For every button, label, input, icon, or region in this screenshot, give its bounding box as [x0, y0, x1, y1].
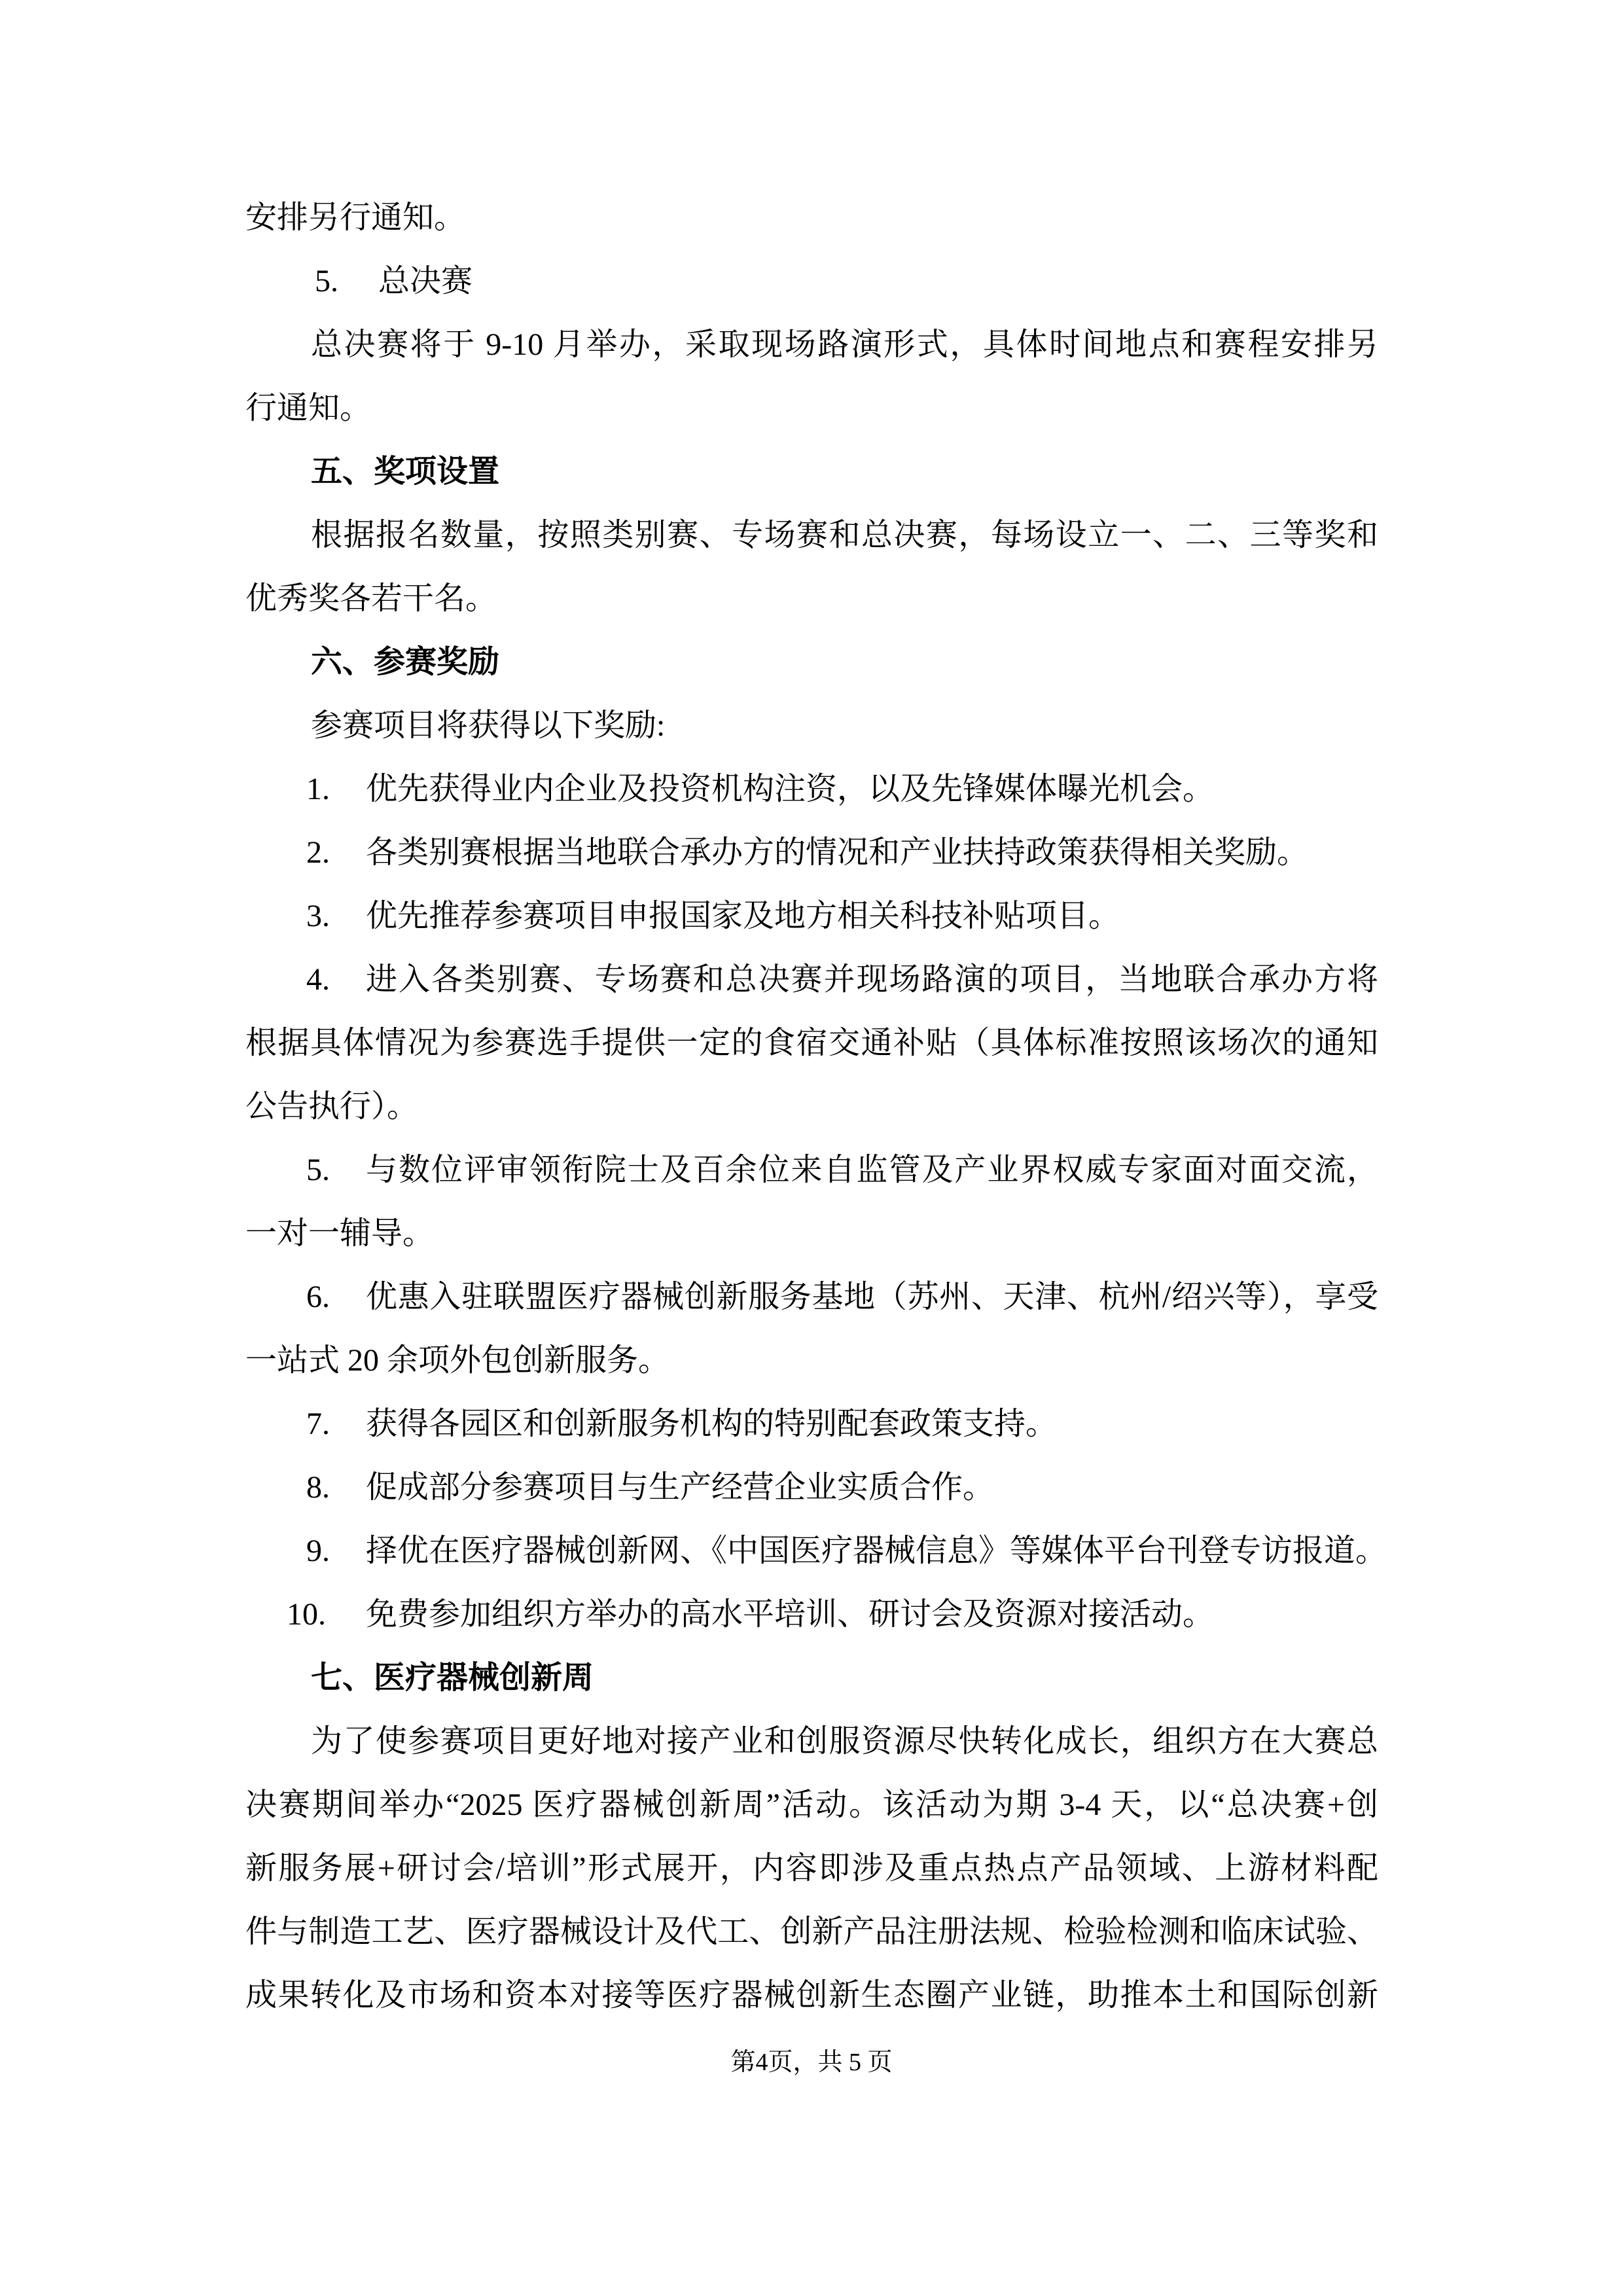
list-item-number: 5.	[306, 1153, 330, 1187]
list-item	[245, 948, 1378, 1011]
list-item	[245, 821, 1378, 884]
section-heading	[245, 630, 1378, 694]
paragraph-line	[245, 1837, 1378, 1900]
list-item	[245, 1519, 1387, 1583]
paragraph-line	[245, 376, 1378, 440]
list-item-text: 总决赛	[378, 264, 473, 298]
line-text: 根据具体情况为参赛选手提供一定的食宿交通补贴（具体标准按照该场次的通知	[245, 1026, 1378, 1060]
list-item-number: 10.	[287, 1597, 326, 1632]
paragraph-line	[245, 1964, 1378, 2027]
list-item-number: 3.	[306, 899, 330, 933]
list-item-text: 促成部分参赛项目与生产经营企业实质合作。	[366, 1470, 995, 1505]
paragraph-line	[245, 1329, 1378, 1392]
list-item-text: 择优在医疗器械创新网、《中国医疗器械信息》等媒体平台刊登专访报道。	[366, 1534, 1387, 1568]
list-item	[245, 757, 1378, 821]
line-text: 一站式 20 余项外包创新服务。	[245, 1343, 670, 1378]
list-item-number: 8.	[306, 1470, 330, 1505]
list-item-number: 6.	[306, 1280, 330, 1314]
page-footer	[0, 2047, 1623, 2078]
list-item-text: 获得各园区和创新服务机构的特别配套政策支持。	[366, 1407, 1058, 1441]
line-text: 根据报名数量，按照类别赛、专场赛和总决赛，每场设立一、二、三等奖和	[311, 518, 1378, 552]
paragraph-line	[245, 567, 1378, 630]
line-text: 一对一辅导。	[245, 1216, 435, 1251]
list-item-text: 优惠入驻联盟医疗器械创新服务基地（苏州、天津、杭州/绍兴等），享受	[366, 1280, 1378, 1314]
paragraph-line	[245, 1202, 1378, 1265]
list-item-text: 优先获得业内企业及投资机构注资，以及先锋媒体曝光机会。	[366, 772, 1215, 806]
line-text: 总决赛将于 9-10 月举办，采取现场路演形式，具体时间地点和赛程安排另	[311, 327, 1378, 362]
line-text: 公告执行）。	[245, 1089, 419, 1124]
list-item-number: 7.	[306, 1407, 330, 1441]
list-item-text: 进入各类别赛、专场赛和总决赛并现场路演的项目，当地联合承办方将	[366, 962, 1378, 997]
line-text: 七、医疗器械创新周	[311, 1660, 594, 1695]
line-text: 安排另行通知。	[245, 200, 466, 235]
list-item	[245, 1138, 1378, 1202]
paragraph-line	[245, 503, 1378, 567]
list-item-number: 5.	[315, 264, 338, 298]
paragraph-line	[245, 313, 1378, 376]
list-item-text: 优先推荐参赛项目申报国家及地方相关科技补贴项目。	[366, 899, 1120, 933]
list-item-text: 各类别赛根据当地联合承办方的情况和产业扶持政策获得相关奖励。	[366, 835, 1309, 870]
paragraph-line	[245, 1900, 1378, 1964]
line-text: 五、奖项设置	[311, 454, 500, 489]
list-item	[245, 1265, 1378, 1329]
list-item	[245, 1583, 1378, 1646]
paragraph-line	[245, 1710, 1378, 1773]
section-heading	[245, 440, 1378, 503]
list-item-number: 2.	[306, 835, 330, 870]
list-item-number: 1.	[306, 772, 330, 806]
line-text: 参赛项目将获得以下奖励:	[311, 708, 666, 743]
list-item-number: 4.	[306, 962, 330, 997]
paragraph-line	[245, 186, 1378, 249]
list-item-number: 9.	[306, 1534, 330, 1568]
list-item	[245, 249, 1378, 313]
line-text: 六、参赛奖励	[311, 645, 500, 679]
list-item	[245, 884, 1378, 948]
paragraph-line	[245, 694, 1378, 757]
line-text: 行通知。	[245, 391, 372, 425]
line-text: 优秀奖各若干名。	[245, 581, 497, 616]
list-item-text: 免费参加组织方举办的高水平培训、研讨会及资源对接活动。	[366, 1597, 1215, 1632]
line-text: 新服务展+研讨会/培训”形式展开，内容即涉及重点热点产品领域、上游材料配	[245, 1851, 1378, 1886]
line-text: 件与制造工艺、医疗器械设计及代工、创新产品注册法规、检验检测和临床试验、	[245, 1914, 1378, 1949]
list-item	[245, 1392, 1378, 1456]
paragraph-line	[245, 1075, 1378, 1138]
document-body	[245, 186, 1387, 2027]
paragraph-line	[245, 1011, 1378, 1075]
list-item-text: 与数位评审领衔院士及百余位来自监管及产业界权威专家面对面交流，	[366, 1153, 1378, 1187]
section-heading	[245, 1646, 1378, 1710]
line-text: 决赛期间举办“2025 医疗器械创新周”活动。该活动为期 3-4 天，以“总决赛+创	[245, 1787, 1378, 1822]
footer-page-number: 第4页，共 5 页	[730, 2049, 893, 2076]
line-text: 为了使参赛项目更好地对接产业和创服资源尽快转化成长，组织方在大赛总	[311, 1724, 1378, 1759]
line-text: 成果转化及市场和资本对接等医疗器械创新生态圈产业链，助推本土和国际创新	[245, 1978, 1378, 2013]
paragraph-line	[245, 1773, 1378, 1837]
list-item	[245, 1456, 1378, 1519]
